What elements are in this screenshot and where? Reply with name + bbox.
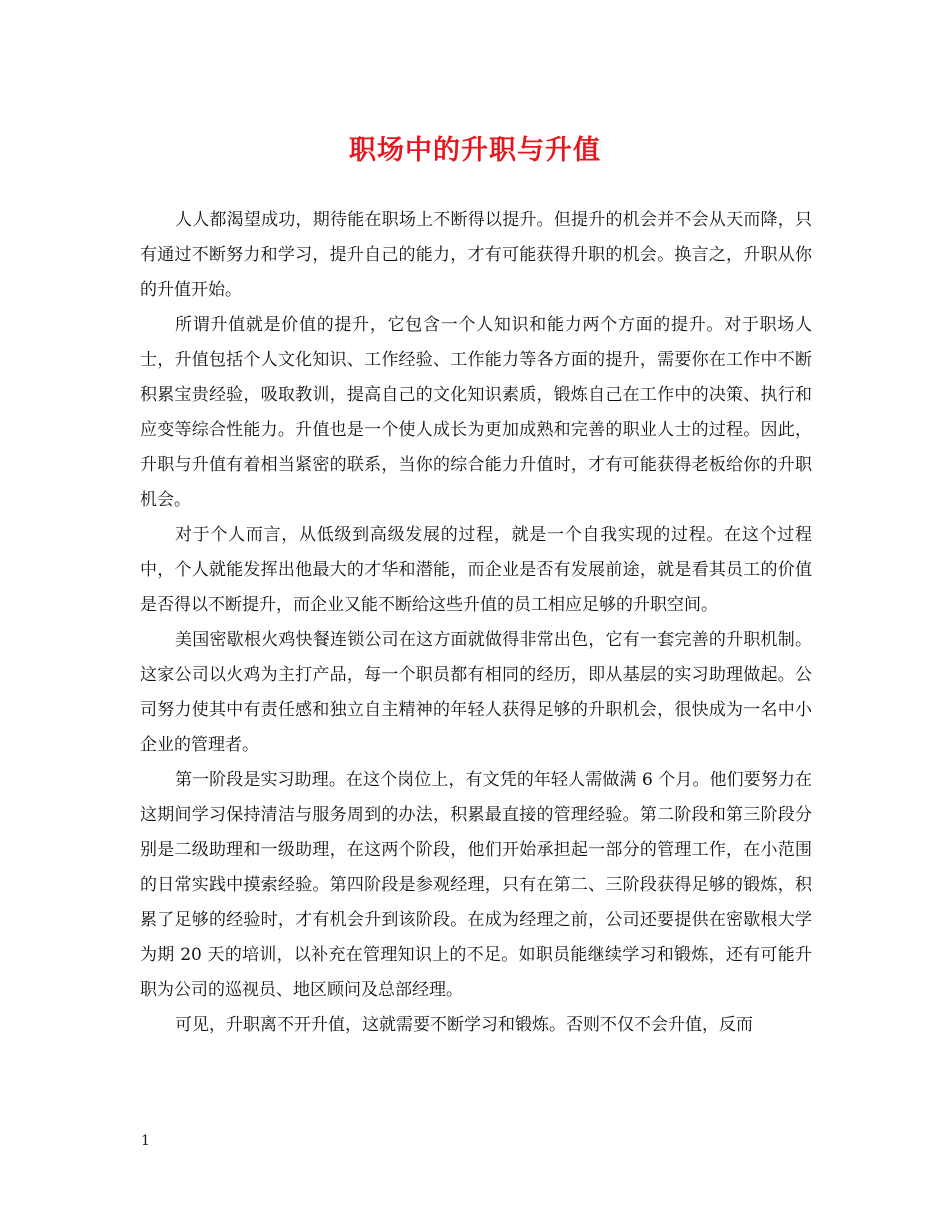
paragraph-5: 第一阶段是实习助理。在这个岗位上，有文凭的年轻人需做满 6 个月。他们要努力在这期间学习保持清洁与服务周到的办法，积累最直接的管理经验。第二阶段和第三阶段分别是二级助理和一级助理，在这两个阶段，他们开始承担起一部分的管理工作，在小范围的日常实践中摸索经验。第四阶段是参观经理，只有在第二、三阶段获得足够的锻炼，积累了足够的经验时，才有机会升到该阶段。在成为经理之前，公司还要提供在密歇根大学为期 20 天的培训，以补充在管理知识上的不足。如职员能继续学习和锻炼，还有可能升职为公司的巡视员、地区顾问及总部经理。 bbox=[140, 770, 812, 1000]
document-title: 职场中的升职与升值 bbox=[349, 135, 601, 166]
document-body bbox=[140, 203, 812, 1043]
paragraph-2: 所谓升值就是价值的提升，它包含一个人知识和能力两个方面的提升。对于职场人士，升值包括个人文化知识、工作经验、工作能力等各方面的提升，需要你在工作中不断积累宝贵经验，吸取教训，提高自己的文化知识素质，锻炼自己在工作中的决策、执行和应变等综合性能力。升值也是一个使人成长为更加成熟和完善的职业人士的过程。因此，升职与升值有着相当紧密的联系，当你的综合能力升值时，才有可能获得老板给你的升职机会。 bbox=[140, 315, 812, 510]
paragraph-4: 美国密歇根火鸡快餐连锁公司在这方面就做得非常出色，它有一套完善的升职机制。这家公司以火鸡为主打产品，每一个职员都有相同的经历，即从基层的实习助理做起。公司努力使其中有责任感和独立自主精神的年轻人获得足够的升职机会，很快成为一名中小企业的管理者。 bbox=[140, 630, 812, 755]
paragraph-1: 人人都渴望成功，期待能在职场上不断得以提升。但提升的机会并不会从天而降，只有通过不断努力和学习，提升自己的能力，才有可能获得升职的机会。换言之，升职从你的升值开始。 bbox=[140, 210, 812, 300]
page-number: 1 bbox=[141, 1133, 150, 1149]
paragraph-3: 对于个人而言，从低级到高级发展的过程，就是一个自我实现的过程。在这个过程中，个人就能发挥出他最大的才华和潜能，而企业是否有发展前途，就是看其员工的价值是否得以不断提升，而企业又能不断给这些升值的员工相应足够的升职空间。 bbox=[140, 525, 812, 615]
paragraph-6: 可见，升职离不开升值，这就需要不断学习和锻炼。否则不仅不会升值，反而 bbox=[175, 1015, 753, 1035]
